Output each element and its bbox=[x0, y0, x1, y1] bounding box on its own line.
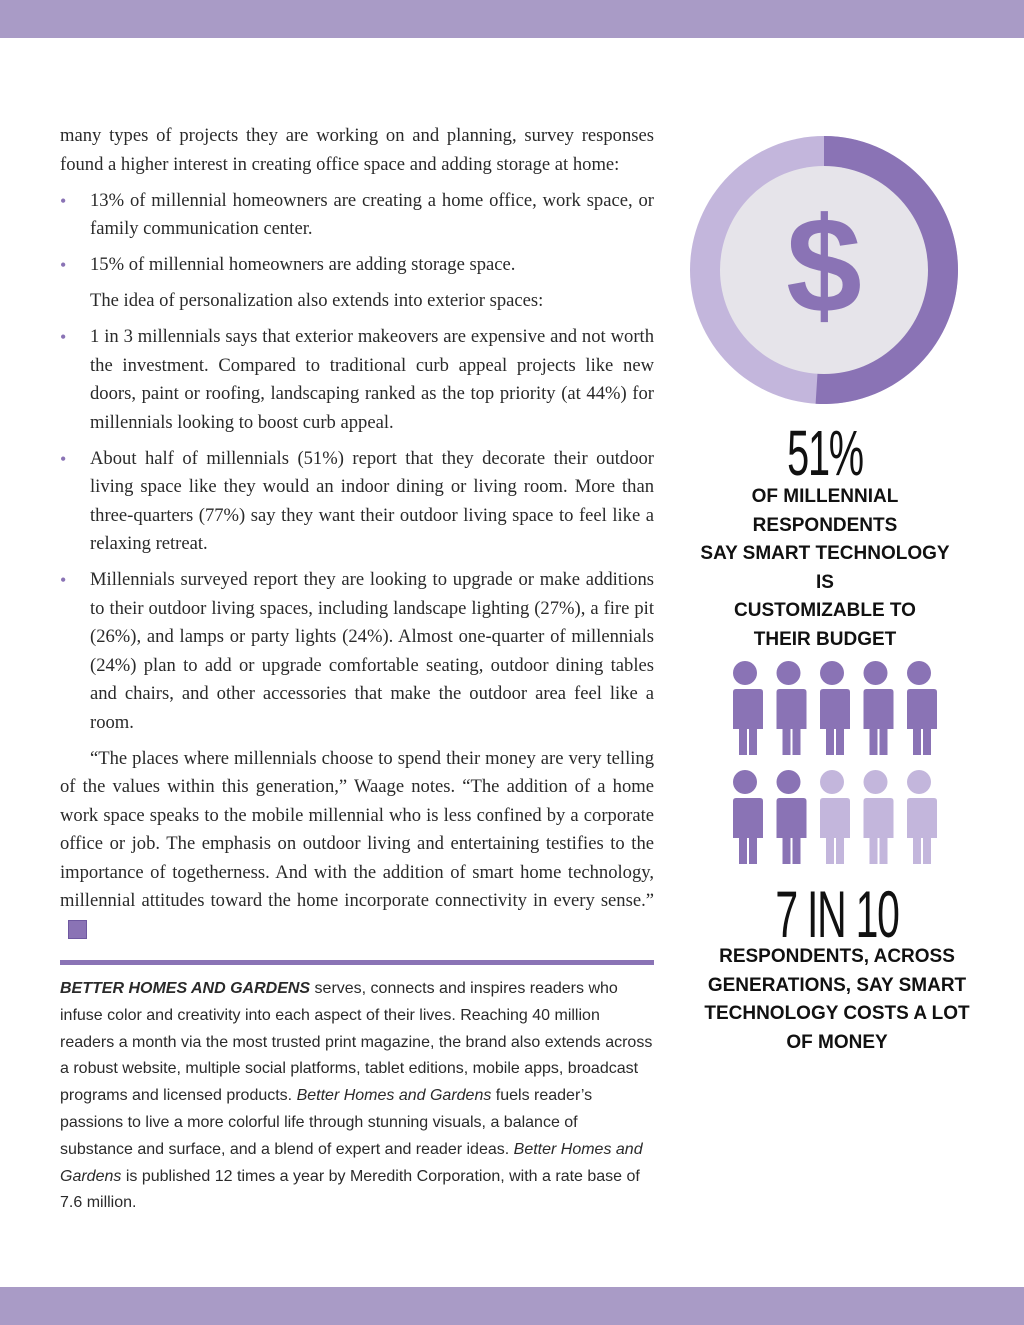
article-body bbox=[60, 122, 654, 944]
list-item: • 15% of millennial homeowners are adding storage space. bbox=[60, 251, 654, 280]
bullet-icon: • bbox=[60, 448, 67, 469]
person-icon bbox=[730, 770, 763, 864]
stat2-caption: RESPONDENTS, ACROSS GENERATIONS, SAY SMART TECHNOLOGY COSTS A LOT OF MONEY bbox=[704, 946, 970, 1053]
bullet-icon: • bbox=[60, 327, 67, 347]
dollar-icon: $ bbox=[786, 189, 862, 341]
stat1-caption: OF MILLENNIAL RESPONDENTS SAY SMART TECHNOLOGY IS CUSTOMIZABLE TO THEIR BUDGET bbox=[700, 486, 950, 650]
budget-donut-chart bbox=[690, 136, 958, 404]
bullet-list-exterior bbox=[60, 323, 654, 737]
list-item: • Millennials surveyed report they are looking to upgrade or make additions to their outdoor living spaces, including landscape lighting (27%), a fire pit (26%), and lamps or party lights (24%). Almost one-quarter of millennials (24%) plan to add or upgrade comfortable seating, outdoor dining tables and chairs, and other accessories that make the outdoor area feel like a room. bbox=[60, 566, 654, 737]
stat-7-in-10: 7 IN 10 bbox=[775, 877, 899, 951]
intro-paragraph: many types of projects they are working on and planning, survey responses found a higher interest in creating office space and adding storage at home: bbox=[60, 125, 654, 175]
brand-name: BETTER HOMES AND GARDENS bbox=[60, 980, 311, 997]
bullet-icon: • bbox=[60, 255, 67, 275]
exterior-intro: The idea of personalization also extends into exterior spaces: bbox=[90, 290, 544, 311]
stat-51-percent: 51% bbox=[787, 417, 863, 489]
list-item: • 1 in 3 millennials says that exterior makeovers are expensive and not worth the investment. Compared to traditional curb appeal projects like new doors, paint or roofing, landscaping ranked as the top priority (at 44%) for millennials looking to boost curb appeal. bbox=[60, 323, 654, 437]
person-icon bbox=[904, 661, 937, 755]
top-band bbox=[0, 0, 1024, 38]
end-mark-logo-icon: B bbox=[68, 920, 87, 939]
quote-paragraph: “The places where millennials choose to spend their money are very telling of the values within this generation,” Waage notes. “The addition of a home work space speaks to the mobile millennial who is less confined by a corporate office or job. The emphasis on outdoor living and entertaining testifies to the importance of togetherness. And with the addition of smart home technology, millennial attitudes toward the home incorporate connectivity in every sense.”B bbox=[60, 747, 654, 937]
person-icon bbox=[774, 770, 807, 864]
person-icon bbox=[817, 770, 850, 864]
person-icon bbox=[861, 661, 894, 755]
bullet-list-home bbox=[60, 187, 654, 280]
person-icon bbox=[817, 661, 850, 755]
bottom-band bbox=[0, 1287, 1024, 1325]
person-icon bbox=[904, 770, 937, 864]
section-divider bbox=[60, 960, 654, 965]
people-pictogram bbox=[725, 660, 940, 865]
person-icon bbox=[730, 661, 763, 755]
list-item: • 13% of millennial homeowners are creating a home office, work space, or family communication center. bbox=[60, 187, 654, 244]
person-icon bbox=[861, 770, 894, 864]
list-item: • About half of millennials (51%) report that they decorate their outdoor living space like they would an indoor dining or living room. More than three-quarters (77%) say they want their outdoor living space to feel like a relaxing retreat. bbox=[60, 445, 654, 559]
bullet-icon: • bbox=[60, 190, 67, 211]
about-blurb: BETTER HOMES AND GARDENS serves, connects and inspires readers who infuse color and creativity into each aspect of their lives. Reaching 40 million readers a month via the most trusted print magazine, the brand also extends across a robust website, multiple social platforms, tablet editions, mobile apps, broadcast programs and licensed products. Better Homes and Gardens fuels reader’s passions to live a more colorful life through stunning visuals, a balance of substance and surface, and a blend of expert and reader ideas. Better Homes and Gardens is published 12 times a year by Meredith Corporation, with a rate base of 7.6 million. bbox=[60, 980, 653, 1212]
person-icon bbox=[774, 661, 807, 755]
bullet-icon: • bbox=[60, 570, 67, 590]
